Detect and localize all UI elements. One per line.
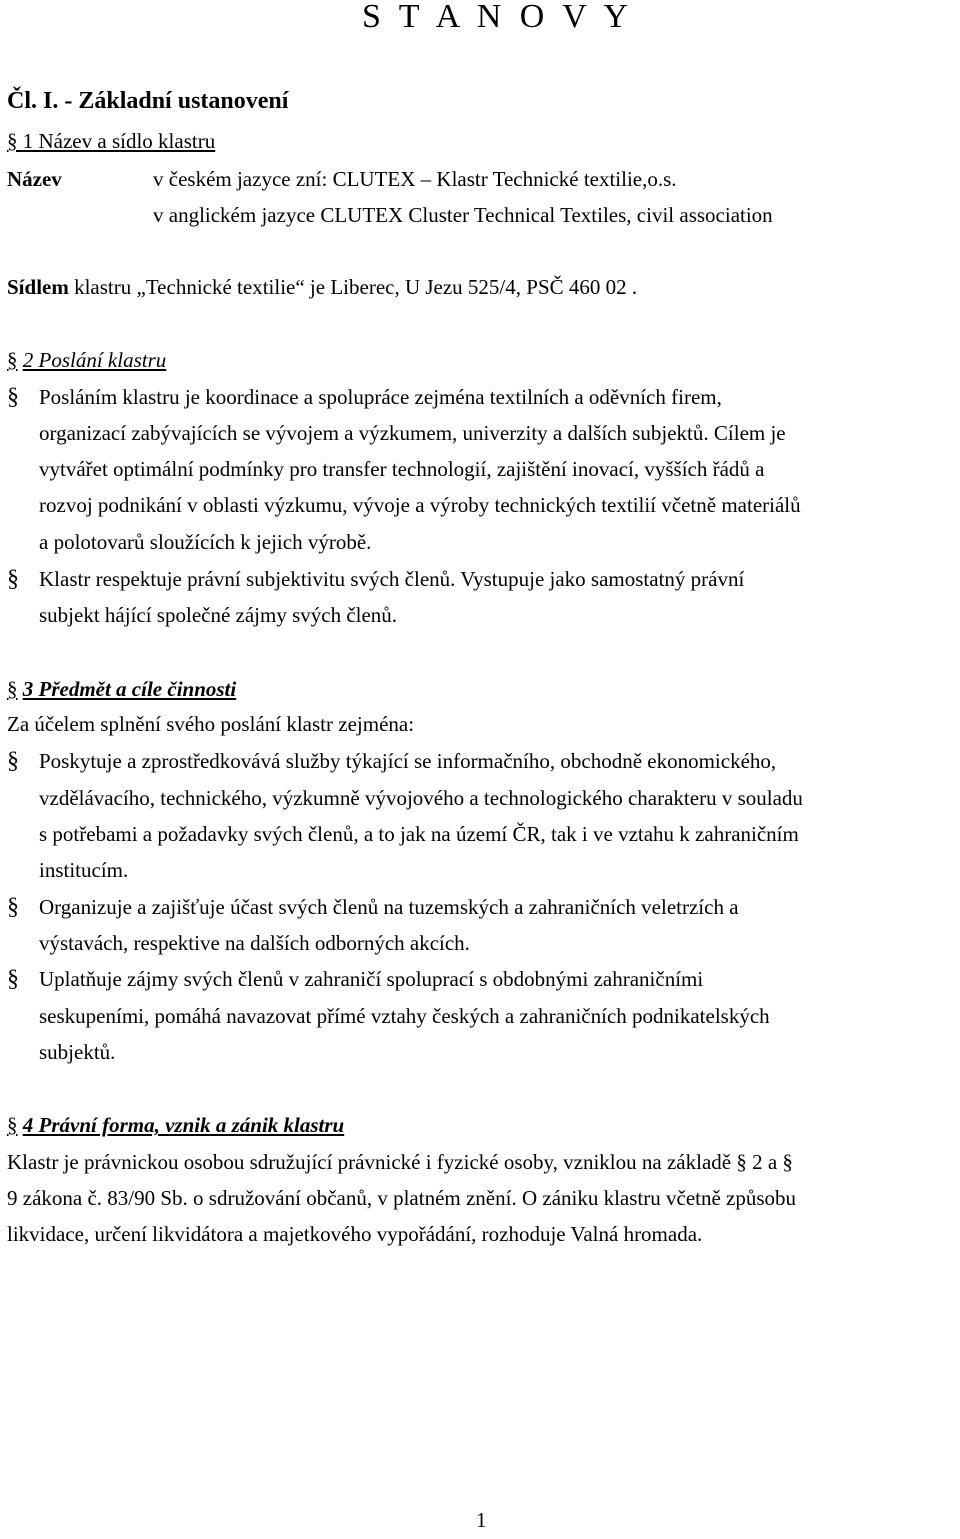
section-3-heading (7, 677, 236, 702)
s2-p1-line-4: rozvoj podnikání v oblasti výzkumu, vývoje a výroby technických textilií včetně materiálů (39, 493, 801, 517)
name-label: Název (7, 167, 62, 191)
s2-p1-line-3: vytvářet optimální podmínky pro transfer technologií, zajištění inovací, vyšších řádů a (39, 457, 765, 481)
s2-p1-line-1: Posláním klastru je koordinace a spolupráce zejména textilních a oděvních firem, (39, 385, 722, 409)
seat-label: Sídlem (7, 275, 69, 299)
chapter-heading: Čl. I. - Základní ustanovení (7, 88, 289, 114)
section-symbol: § (7, 348, 18, 372)
paragraph-symbol: § (7, 384, 19, 410)
section-4-heading (7, 1113, 344, 1138)
seat-text: klastru „Technické textilie“ je Liberec, U Jezu 525/4, PSČ 460 02 . (68, 275, 638, 299)
s3-p2-line-1: Organizuje a zajišťuje účast svých členů na tuzemských a zahraničních veletrzích a (39, 895, 739, 919)
paragraph-symbol: § (7, 566, 19, 592)
s3-intro: Za účelem splnění svého poslání klastr zejména: (7, 712, 415, 736)
seat-line (7, 275, 637, 300)
s3-p3-line-2: seskupeními, pomáhá navazovat přímé vztahy českých a zahraničních podnikatelských (39, 1004, 770, 1028)
s2-p1-line-2: organizací zabývajících se vývojem a výzkumem, univerzity a dalších subjektů. Cílem je (39, 421, 786, 445)
section-2-heading (7, 348, 166, 373)
s3-p2-line-2: výstavách, respektive na dalších odborných akcích. (39, 931, 470, 955)
section-symbol: § (7, 1113, 18, 1137)
paragraph-symbol: § (7, 894, 19, 920)
s3-p1-line-1: Poskytuje a zprostředkovává služby týkající se informačního, obchodně ekonomického, (39, 749, 777, 773)
paragraph-symbol: § (7, 748, 19, 774)
section-2-title: 2 Poslání klastru (22, 348, 167, 372)
section-symbol: § (782, 1150, 793, 1174)
s4-line-2: 9 zákona č. 83/90 Sb. o sdružování občanů, v platném znění. O zániku klastru včetně způsobu (7, 1186, 797, 1210)
section-3-title: 3 Předmět a cíle činnosti (22, 677, 237, 701)
s3-p3-line-3: subjektů. (39, 1040, 116, 1064)
s3-p1-line-2: vzdělávacího, technického, výzkumně vývojového a technologického charakteru v souladu (39, 786, 803, 810)
s4-line-3: likvidace, určení likvidátora a majetkového vypořádání, rozhoduje Valná hromada. (7, 1222, 703, 1246)
s2-p2-line-2: subjekt hájící společné zájmy svých členů. (39, 603, 398, 627)
paragraph-symbol: § (7, 966, 19, 992)
section-symbol: § (736, 1150, 747, 1174)
s3-p1-line-4: institucím. (39, 858, 129, 882)
name-english: v anglickém jazyce CLUTEX Cluster Technical Textiles, civil association (153, 203, 773, 227)
document-title: S T A N O V Y (362, 0, 633, 35)
s2-p1-line-5: a polotovarů sloužících k jejich výrobě. (39, 530, 372, 554)
s3-p3-line-1: Uplatňuje zájmy svých členů v zahraničí spoluprací s obdobnými zahraničními (39, 967, 704, 991)
s4-line-1-ref: 2 a (752, 1150, 778, 1174)
page-number: 1 (476, 1508, 487, 1532)
section-symbol: § (7, 677, 18, 701)
section-4-title: 4 Právní forma, vznik a zánik klastru (22, 1113, 345, 1137)
section-symbol: § (7, 129, 18, 153)
name-czech: v českém jazyce zní: CLUTEX – Klastr Technické textilie,o.s. (153, 167, 677, 191)
s2-p2-line-1: Klastr respektuje právní subjektivitu svých členů. Vystupuje jako samostatný právní (39, 567, 745, 591)
s4-line-1-text: Klastr je právnickou osobou sdružující právnické i fyzické osoby, vzniklou na základě (7, 1150, 732, 1174)
section-1-heading (7, 129, 215, 154)
section-1-title: 1 Název a sídlo klastru (22, 129, 216, 153)
s4-line-1 (7, 1150, 793, 1175)
s3-p1-line-3: s potřebami a požadavky svých členů, a to jak na území ČR, tak i ve vztahu k zahraničním (39, 822, 799, 846)
